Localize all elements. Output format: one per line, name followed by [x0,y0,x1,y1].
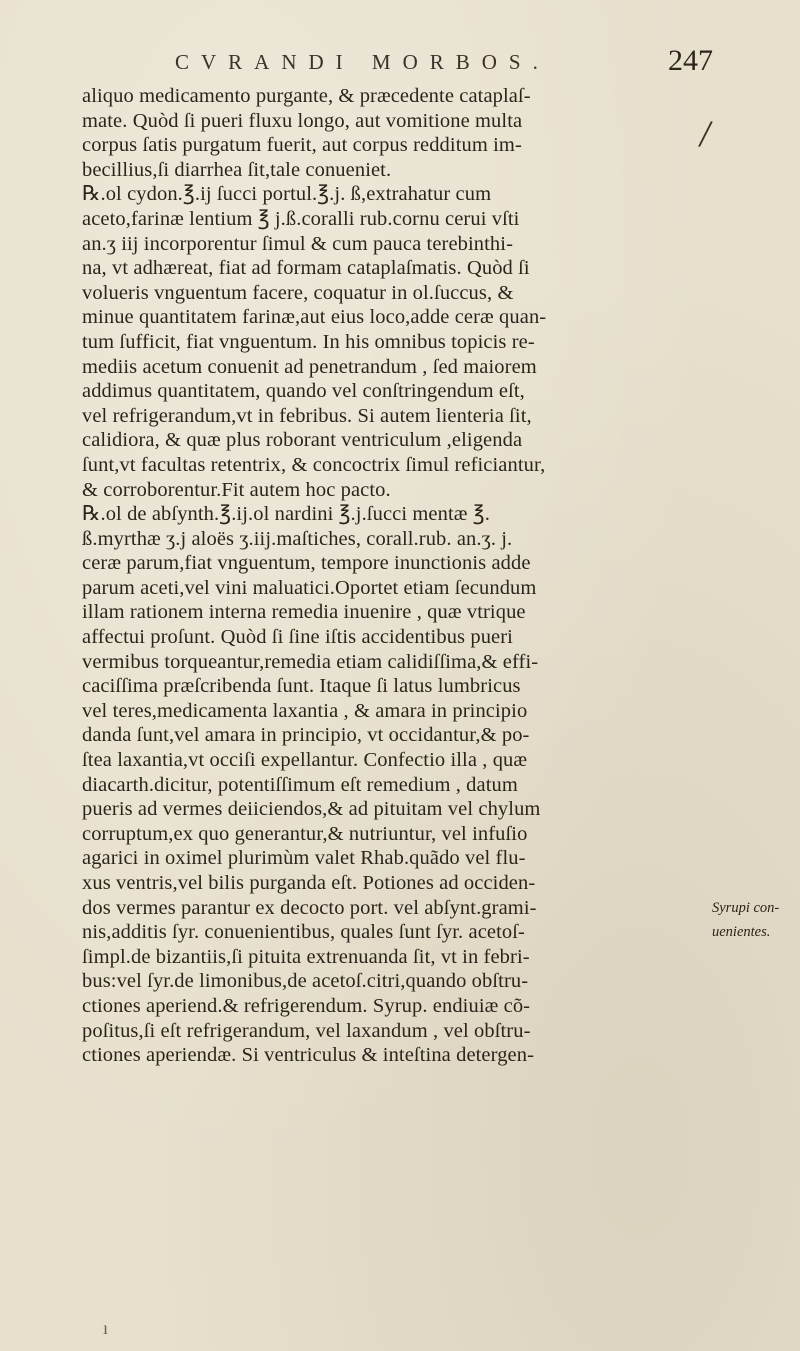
text-line: ctiones aperiendæ. Si ventriculus & inteſtina detergen- [82,1044,535,1067]
text-line: calidiora, & quæ plus roborant ventriculum ,eligenda [82,429,523,452]
bottom-stray-mark: ı [103,1318,109,1338]
text-line: aceto,farinæ lentium ℥ j.ß.coralli rub.cornu cerui vſti [82,207,520,230]
text-line: an.ʒ iij incorporentur ſimul & cum pauca terebinthi- [82,232,514,255]
text-line: minue quantitatem farinæ,aut eius loco,adde ceræ quan- [82,306,547,329]
text-line: ℞.ol de abſynth.℥.ij.ol nardini ℥.j.ſucci mentæ ℥. [82,503,490,526]
margin-slash-mark: / [696,110,715,157]
text-line: volueris vnguentum facere, coquatur in ol.ſuccus, & [82,281,514,304]
text-line: diacarth.dicitur, potentiſſimum eſt remedium , datum [82,773,518,796]
text-line: nis,additis ſyr. conuenientibus, quales ſunt ſyr. acetoſ- [82,921,525,944]
text-line: aliquo medicamento purgante, & præcedente cataplaſ- [82,85,531,107]
running-title: CVRANDI MORBOS. [175,50,550,74]
margin-note-uenientes: uenientes. [712,924,771,940]
text-line: ſunt,vt facultas retentrix, & concoctrix ſimul reficiantur, [82,453,546,476]
text-line: dos vermes parantur ex decocto port. vel abſynt.grami- [82,896,537,919]
text-line: & corroborentur.Fit autem hoc pacto. [82,478,391,501]
text-line: ſtea laxantia,vt occiſi expellantur. Confectio illa , quæ [82,749,528,772]
text-line: ſimpl.de bizantiis,ſi pituita extrenuanda ſit, vt in febri- [82,945,530,968]
text-line: ℞.ol cydon.℥.ij ſucci portul.℥.j. ß,extrahatur cum [82,183,492,206]
text-line: corruptum,ex quo generantur,& nutriuntur, vel infuſio [82,822,528,845]
text-line: ceræ parum,fiat vnguentum, tempore inunctionis adde [82,552,531,575]
text-line: mediis acetum conuenit ad penetrandum , ſed maiorem [82,355,537,378]
text-line: illam rationem interna remedia inuenire , quæ vtrique [82,601,526,624]
text-line: ctiones aperiend.& refrigerendum. Syrup. endiuiæ cõ- [82,994,531,1017]
text-line: caciſſima præſcribenda ſunt. Itaque ſi latus lumbricus [82,675,521,698]
page-number: 247 [668,44,713,77]
text-line: ß.myrthæ ʒ.j aloës ʒ.iij.maſtiches, corall.rub. an.ʒ. j. [82,527,513,550]
body-text [82,84,702,1068]
text-line: corpus ſatis purgatum fuerit, aut corpus redditum im- [82,134,522,157]
text-line: vermibus torqueantur,remedia etiam calidiſſima,& effi- [82,650,539,673]
text-line: tum ſufficit, fiat vnguentum. In his omnibus topicis re- [82,330,535,353]
text-line: xus ventris,vel bilis purganda eſt. Potiones ad occiden- [82,872,536,894]
running-head [175,44,735,84]
text-line: affectui proſunt. Quòd ſi ſine iſtis accidentibus pueri [82,626,513,649]
text-line: vel teres,medicamenta laxantia , & amara in principio [82,699,528,722]
margin-note-syrupi: Syrupi con- [712,900,780,916]
text-line: na, vt adhæreat, fiat ad formam cataplaſmatis. Quòd ſi [82,257,530,280]
text-line: agarici in oximel plurimùm valet Rhab.quãdo vel flu- [82,847,526,870]
text-line: mate. Quòd ſi pueri fluxu longo, aut vomitione multa [82,109,523,132]
text-line: poſitus,ſi eſt refrigerandum, vel laxandum , vel obſtru- [82,1019,531,1042]
text-line: becillius,ſi diarrhea ſit,tale conueniet. [82,158,392,181]
text-line: addimus quantitatem, quando vel conſtringendum eſt, [82,380,525,403]
text-line: vel refrigerandum,vt in febribus. Si autem lienteria ſit, [82,404,532,427]
text-line: danda ſunt,vel amara in principio, vt occidantur,& po- [82,724,530,747]
text-line: pueris ad vermes deiiciendos,& ad pituitam vel chylum [82,798,541,821]
text-line: parum aceti,vel vini maluatici.Oportet etiam ſecundum [82,576,537,599]
text-line: bus:vel ſyr.de limonibus,de acetoſ.citri,quando obſtru- [82,970,529,993]
